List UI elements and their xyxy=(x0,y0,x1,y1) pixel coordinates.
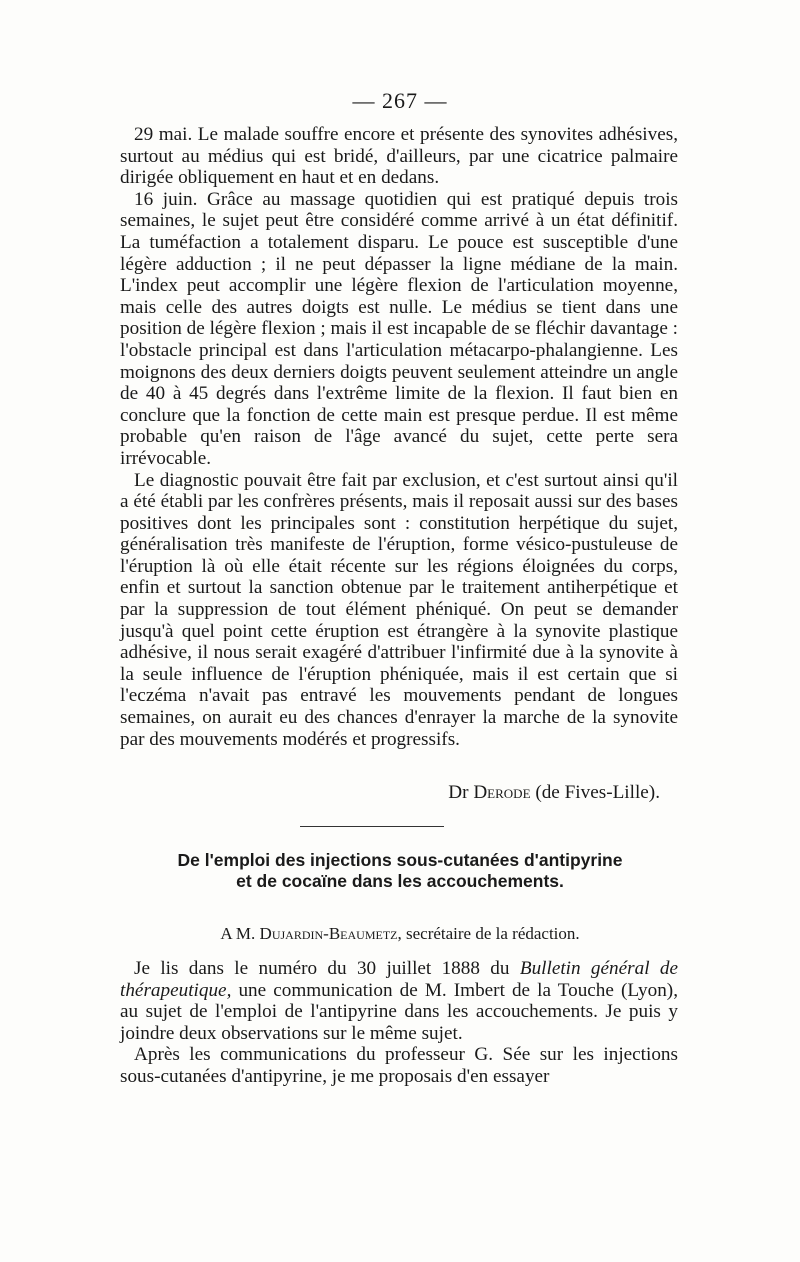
paragraph: 29 mai. Le malade souffre encore et présente des synovites adhésives, surtout au médius qui est bridé, d'ailleurs, par une cicatrice palmaire dirigée obliquement en haut et en dedans. xyxy=(120,124,678,189)
section-2-body xyxy=(120,958,678,1088)
signature-name: Derode xyxy=(473,782,531,803)
section-divider xyxy=(300,826,444,827)
address-suffix: secrétaire de la rédaction. xyxy=(405,924,580,943)
signature-place: (de Fives-Lille). xyxy=(535,782,660,803)
article-title-line-2: et de cocaïne dans les accouchements. xyxy=(236,871,564,891)
paragraph: 16 juin. Grâce au massage quotidien qui est pratiqué depuis trois semaines, le sujet peut être considéré comme arrivé à un état définitif. La tuméfaction a totalement disparu. Le pouce est susceptible d'une légère adduction ; il ne peut dépasser la ligne médiane de la main. L'index peut accomplir une légère flexion de l'articulation moyenne, mais celle des autres doigts est nulle. Le médius se tient dans une position de légère flexion ; mais il est incapable de se fléchir davantage : l'obstacle principal est dans l'articulation métacarpo-phalangienne. Les moignons des deux derniers doigts peuvent seulement atteindre un angle de 40 à 45 degrés dans l'extrême limite de la flexion. Il faut bien en conclure que la fonction de cette main est presque perdue. Il est même probable qu'en raison de l'âge avancé du sujet, cette perte sera irrévocable. xyxy=(120,188,678,469)
article-title-line-1: De l'emploi des injections sous-cutanées d'antipyrine xyxy=(177,850,623,870)
page-number: — 267 — xyxy=(352,88,448,113)
paragraph: Le diagnostic pouvait être fait par exclusion, et c'est surtout ainsi qu'il a été établi par les confrères présents, mais il reposait aussi sur des bases positives dont les principales sont : constitution herpétique du sujet, généralisation très manifeste de l'éruption, forme vésico-pustuleuse de l'éruption là où elle était récente sur les régions éloignées du corps, enfin et surtout la sanction obtenue par le traitement antiherpétique et par la suppression de tout élément phéniqué. On peut se demander jusqu'à quel point cette éruption est étrangère à la synovite plastique adhésive, il nous serait exagéré d'attribuer l'infirmité due à la synovite à la seule influence de l'éruption phéniquée, mais il est certain que si l'eczéma n'avait pas entravé les mouvements pendant de longues semaines, on aurait eu des chances d'enrayer la marche de la synovite par des mouvements modérés et progressifs. xyxy=(120,469,678,750)
signature-title: Dr xyxy=(448,782,469,803)
text-run: une communication de M. Imbert de la Touche (Lyon), au sujet de l'emploi de l'antipyrine dans les accouchements. Je puis y joindre deux observations sur le même sujet. xyxy=(120,979,678,1044)
journal-title: Bulletin général de thérapeutique, xyxy=(120,958,678,1001)
address-name: Dujardin-Beaumetz, xyxy=(259,924,402,943)
addressee-line xyxy=(0,924,800,944)
text-run: Je lis dans le numéro du 30 juillet 1888 du xyxy=(134,958,520,979)
paragraph: Après les communications du professeur G. Sée sur les injections sous-cutanées d'antipyrine, je me proposais d'en essayer xyxy=(120,1044,678,1087)
address-prefix: A M. xyxy=(220,924,256,943)
article-title xyxy=(100,850,700,892)
signature xyxy=(448,782,660,804)
paragraph xyxy=(120,958,678,1044)
section-1-body xyxy=(120,124,678,750)
